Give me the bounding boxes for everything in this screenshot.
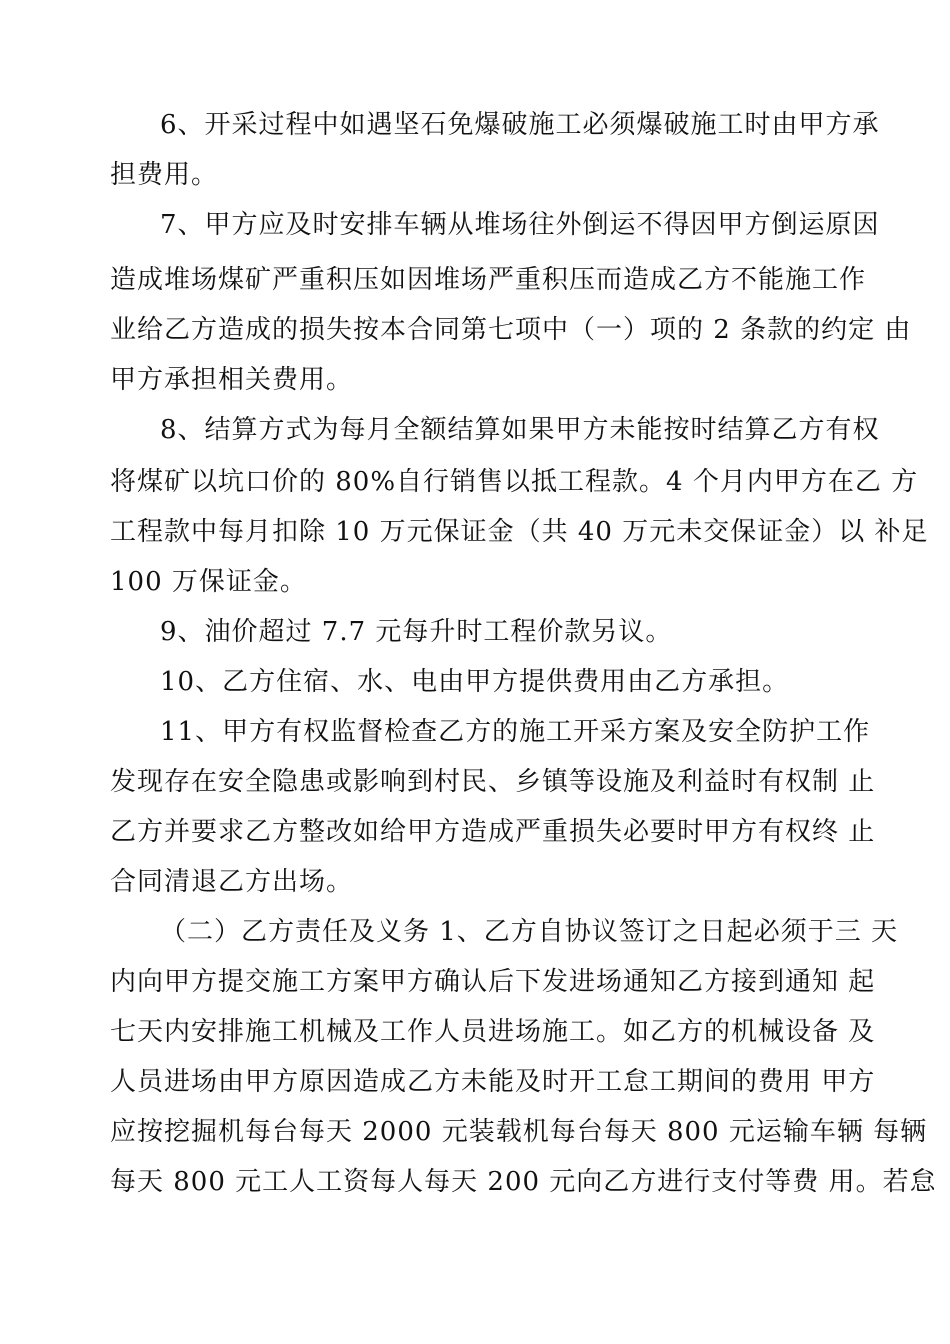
section-2-line-6: 每天 800 元工人工资每人每天 200 元向乙方进行支付等费 用。若怠 <box>110 1167 937 1197</box>
clause-7-line-2: 造成堆场煤矿严重积压如因堆场严重积压而造成乙方不能施工作 <box>110 265 867 295</box>
clause-6-line-1: 6、开采过程中如遇坚石免爆破施工必须爆破施工时由甲方承 <box>160 110 880 140</box>
clause-8-line-2: 将煤矿以坑口价的 80%自行销售以抵工程款。4 个月内甲方在乙 方 <box>110 467 919 497</box>
section-2-line-5: 应按挖掘机每台每天 2000 元装载机每台每天 800 元运输车辆 每辆 <box>110 1117 928 1147</box>
clause-11-line-4: 合同清退乙方出场。 <box>110 867 354 897</box>
clause-11-line-3: 乙方并要求乙方整改如给甲方造成严重损失必要时甲方有权终 止 <box>110 817 876 847</box>
clause-8-line-1: 8、结算方式为每月全额结算如果甲方未能按时结算乙方有权 <box>160 415 880 445</box>
clause-7-line-3: 业给乙方造成的损失按本合同第七项中（一）项的 2 条款的约定 由 <box>110 315 912 345</box>
clause-6-line-2: 担费用。 <box>110 160 219 190</box>
section-2-line-3: 七天内安排施工机械及工作人员进场施工。如乙方的机械设备 及 <box>110 1017 876 1047</box>
section-2-line-4: 人员进场由甲方原因造成乙方未能及时开工怠工期间的费用 甲方 <box>110 1067 876 1097</box>
section-2-line-1: （二）乙方责任及义务 1、乙方自协议签订之日起必须于三 天 <box>160 917 899 947</box>
clause-7-line-4: 甲方承担相关费用。 <box>110 365 354 395</box>
clause-11-line-2: 发现存在安全隐患或影响到村民、乡镇等设施及利益时有权制 止 <box>110 767 876 797</box>
clause-8-line-3: 工程款中每月扣除 10 万元保证金（共 40 万元未交保证金）以 补足 <box>110 517 929 547</box>
clause-10-line: 10、乙方住宿、水、电由甲方提供费用由乙方承担。 <box>160 667 790 697</box>
clause-11-line-1: 11、甲方有权监督检查乙方的施工开采方案及安全防护工作 <box>160 717 871 747</box>
clause-8-line-4: 100 万保证金。 <box>110 567 307 597</box>
section-2-line-2: 内向甲方提交施工方案甲方确认后下发进场通知乙方接到通知 起 <box>110 967 876 997</box>
clause-7-line-1: 7、甲方应及时安排车辆从堆场往外倒运不得因甲方倒运原因 <box>160 210 880 240</box>
clause-9-line: 9、油价超过 7.7 元每升时工程价款另议。 <box>160 617 673 647</box>
